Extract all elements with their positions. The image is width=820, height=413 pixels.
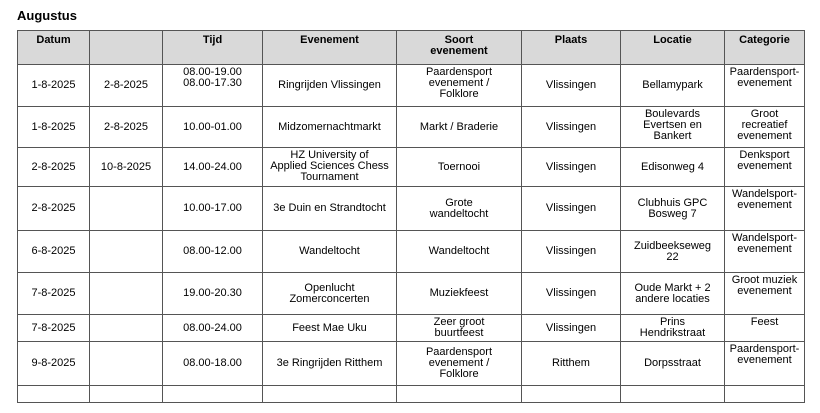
cell-locatie <box>621 386 725 403</box>
cell-plaats: Vlissingen <box>522 231 621 273</box>
cell-categorie: Wandelsport- evenement <box>725 187 805 231</box>
cell-evenement: 3e Ringrijden Ritthem <box>263 342 397 386</box>
cell-soort <box>397 386 522 403</box>
table-row <box>18 273 805 315</box>
cell-soort: Toernooi <box>397 148 522 187</box>
cell-tot <box>90 273 163 315</box>
table-row <box>18 148 805 187</box>
cell-categorie: Groot muziek evenement <box>725 273 805 315</box>
cell-datum <box>18 386 90 403</box>
table-row <box>18 107 805 148</box>
cell-plaats <box>522 386 621 403</box>
header-datum: Datum <box>18 31 90 65</box>
cell-datum: 9-8-2025 <box>18 342 90 386</box>
cell-plaats: Vlissingen <box>522 65 621 107</box>
table-row <box>18 231 805 273</box>
cell-categorie: Paardensport- evenement <box>725 342 805 386</box>
cell-categorie: Wandelsport- evenement <box>725 231 805 273</box>
cell-categorie: Groot recreatief evenement <box>725 107 805 148</box>
header-soort: Soort evenement <box>397 31 522 65</box>
cell-locatie: Edisonweg 4 <box>621 148 725 187</box>
header-evenement: Evenement <box>263 31 397 65</box>
cell-tijd: 10.00-01.00 <box>163 107 263 148</box>
cell-plaats: Vlissingen <box>522 107 621 148</box>
header-tijd: Tijd <box>163 31 263 65</box>
cell-soort: Paardensport evenement / Folklore <box>397 65 522 107</box>
cell-datum: 7-8-2025 <box>18 315 90 342</box>
cell-tijd: 10.00-17.00 <box>163 187 263 231</box>
cell-evenement: Ringrijden Vlissingen <box>263 65 397 107</box>
cell-tot <box>90 231 163 273</box>
cell-evenement: Wandeltocht <box>263 231 397 273</box>
cell-tot <box>90 342 163 386</box>
table-row <box>18 187 805 231</box>
cell-plaats: Vlissingen <box>522 148 621 187</box>
cell-plaats: Vlissingen <box>522 187 621 231</box>
cell-categorie <box>725 386 805 403</box>
cell-evenement: Feest Mae Uku <box>263 315 397 342</box>
cell-datum: 2-8-2025 <box>18 148 90 187</box>
cell-tot <box>90 386 163 403</box>
cell-datum: 6-8-2025 <box>18 231 90 273</box>
cell-evenement: Openlucht Zomerconcerten <box>263 273 397 315</box>
cell-locatie: Oude Markt + 2 andere locaties <box>621 273 725 315</box>
cell-evenement: 3e Duin en Strandtocht <box>263 187 397 231</box>
cell-locatie: Bellamypark <box>621 65 725 107</box>
cell-tot: 10-8-2025 <box>90 148 163 187</box>
cell-locatie: Zuidbeekseweg 22 <box>621 231 725 273</box>
header-locatie: Locatie <box>621 31 725 65</box>
cell-categorie: Denksport evenement <box>725 148 805 187</box>
table-row <box>18 65 805 107</box>
cell-datum: 7-8-2025 <box>18 273 90 315</box>
cell-soort: Zeer groot buurtfeest <box>397 315 522 342</box>
cell-locatie: Clubhuis GPC Bosweg 7 <box>621 187 725 231</box>
cell-soort: Grote wandeltocht <box>397 187 522 231</box>
cell-tijd: 08.00-12.00 <box>163 231 263 273</box>
cell-tijd <box>163 386 263 403</box>
cell-tot <box>90 315 163 342</box>
cell-locatie: Dorpsstraat <box>621 342 725 386</box>
header-tot <box>90 31 163 65</box>
cell-soort: Muziekfeest <box>397 273 522 315</box>
cell-evenement <box>263 386 397 403</box>
header-categorie: Categorie <box>725 31 805 65</box>
header-plaats: Plaats <box>522 31 621 65</box>
header-row <box>18 31 805 65</box>
cell-soort: Markt / Braderie <box>397 107 522 148</box>
cell-categorie: Feest <box>725 315 805 342</box>
cell-tot: 2-8-2025 <box>90 107 163 148</box>
cell-tijd: 08.00-19.00 08.00-17.30 <box>163 65 263 107</box>
cell-categorie: Paardensport- evenement <box>725 65 805 107</box>
cell-datum: 1-8-2025 <box>18 65 90 107</box>
cell-evenement: HZ University of Applied Sciences Chess Tournament <box>263 148 397 187</box>
page-title: Augustus <box>17 8 77 23</box>
cell-tot: 2-8-2025 <box>90 65 163 107</box>
cell-datum: 2-8-2025 <box>18 187 90 231</box>
cell-soort: Paardensport evenement / Folklore <box>397 342 522 386</box>
cell-plaats: Vlissingen <box>522 273 621 315</box>
cell-datum: 1-8-2025 <box>18 107 90 148</box>
cell-plaats: Ritthem <box>522 342 621 386</box>
table-row <box>18 315 805 342</box>
cell-evenement: Midzomernachtmarkt <box>263 107 397 148</box>
events-table <box>17 30 805 403</box>
table-row <box>18 342 805 386</box>
cell-tijd: 19.00-20.30 <box>163 273 263 315</box>
cell-soort: Wandeltocht <box>397 231 522 273</box>
cell-tot <box>90 187 163 231</box>
cell-tijd: 08.00-24.00 <box>163 315 263 342</box>
cell-locatie: Prins Hendrikstraat <box>621 315 725 342</box>
cell-locatie: Boulevards Evertsen en Bankert <box>621 107 725 148</box>
table-row <box>18 386 805 403</box>
cell-plaats: Vlissingen <box>522 315 621 342</box>
cell-tijd: 08.00-18.00 <box>163 342 263 386</box>
cell-tijd: 14.00-24.00 <box>163 148 263 187</box>
